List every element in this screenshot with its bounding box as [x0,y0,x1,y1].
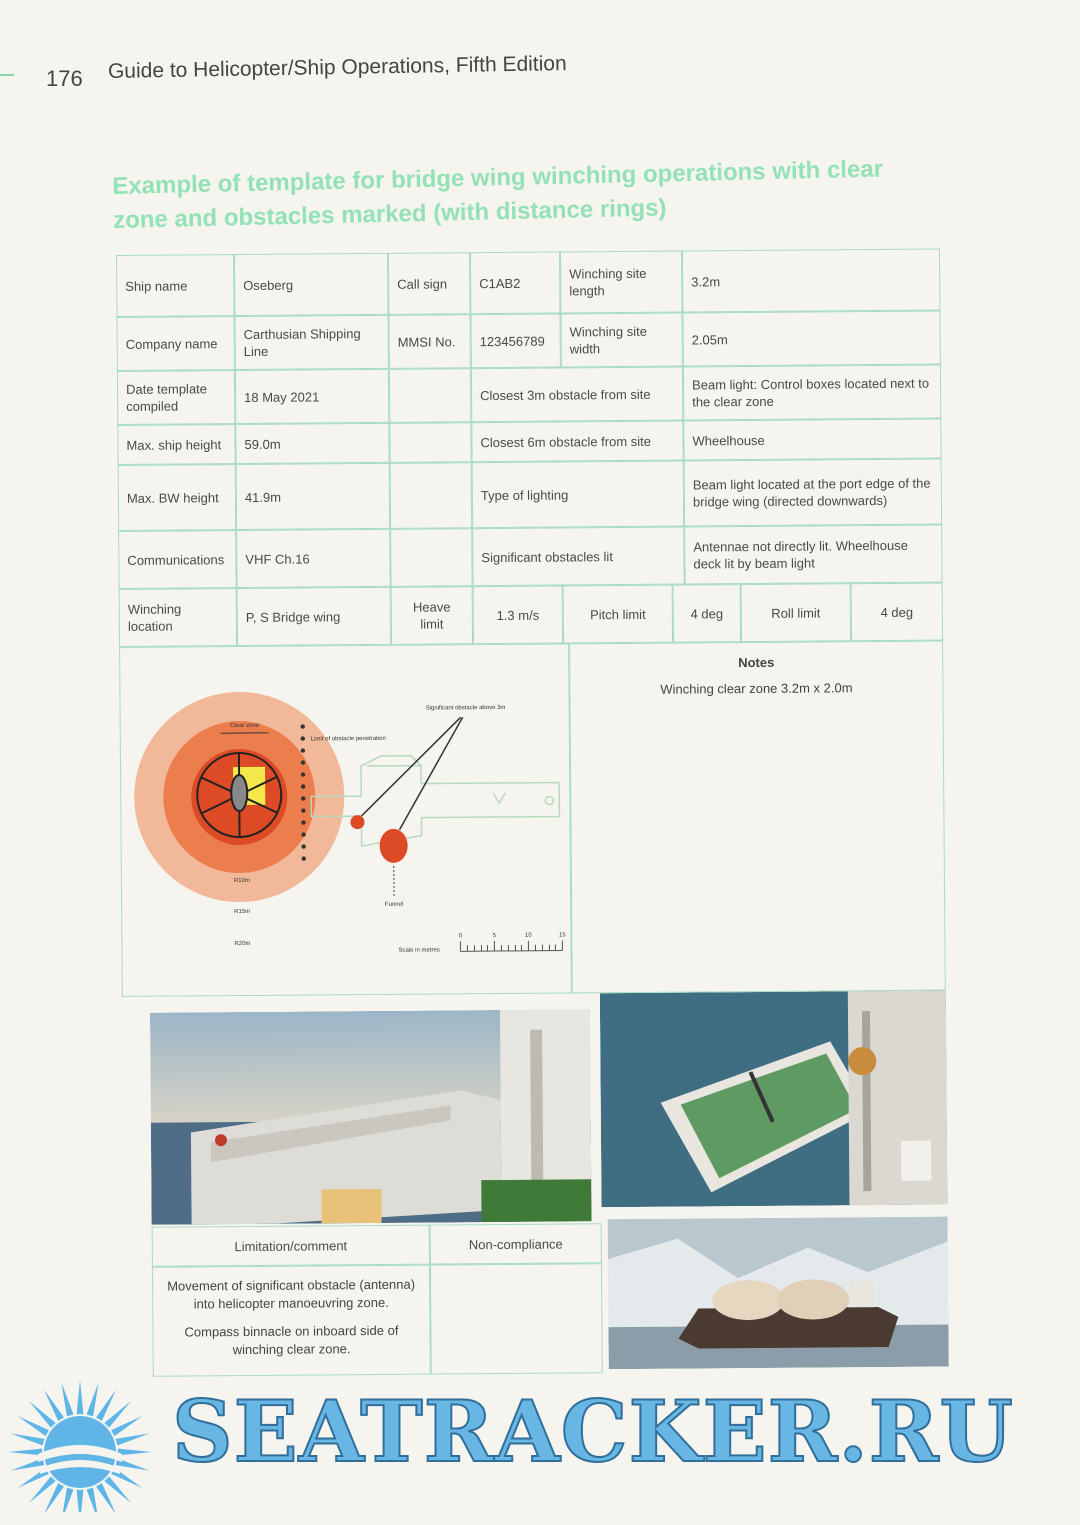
callout-line-2 [399,717,464,829]
closest-3m-value: Beam light: Control boxes located next to the clear zone [683,365,941,421]
scale-label: Scale in metres [398,947,440,954]
watermark-text: SEATRACKER.RU [172,1382,1014,1481]
running-title: Guide to Helicopter/Ship Operations, Fifth Edition [107,51,567,83]
communications-value: VHF Ch.16 [236,529,390,588]
sun-ray [116,1433,150,1445]
limitation-2: Compass binnacle on inboard side of winching clear zone. [184,1322,399,1358]
notes-text: Winching clear zone 3.2m x 2.0m [660,680,853,697]
photo-lng-ship [608,1216,949,1369]
mmsi-label: MMSI No. [388,314,470,369]
winching-site-length-value: 3.2m [682,249,940,313]
figure-title: Example of template for bridge wing winching operations with clear zone and obstacles marked (with distance rings) [112,155,884,234]
sun-ray [61,1488,73,1512]
ring-label-r15: R15m [234,908,251,916]
company-name-value: Carthusian Shipping Line [234,315,388,370]
heave-limit-label: Heave limit [391,586,473,645]
obstacle-diagram [119,643,572,997]
company-name-label: Company name [116,316,234,371]
notes-title: Notes [738,654,775,671]
limitation-header: Limitation/comment [152,1225,430,1267]
photo-winching-zone-image [600,991,948,1208]
noncompliance-header: Non-compliance [430,1223,602,1264]
empty-cell [390,462,473,529]
winching-site-width-label: Winching site width [560,313,682,368]
photo-lng-ship-image [608,1216,949,1369]
sun-ray [10,1433,44,1445]
winching-site-width-value: 2.05m [682,311,940,367]
notes-block [569,641,946,994]
obstacles-lit-label: Significant obstacles lit [472,527,684,587]
closest-6m-label: Closest 6m obstacle from site [471,421,683,463]
sun-ray [86,1382,98,1416]
significant-obstacle-label: Significant obstacle above 3m [425,704,506,712]
header-dash [0,74,14,76]
sun-logo-icon [0,1372,160,1512]
clear-zone-label: Clear zone [230,722,260,730]
ship-name-value: Oseberg [234,253,388,316]
funnel-label: Funnel [384,901,404,908]
ship-outline [311,755,560,847]
photo-bridge-wing-image [150,1009,592,1224]
winching-location-label: Winching location [119,588,237,647]
empty-cell [389,368,471,423]
max-bw-height-value: 41.9m [236,463,391,530]
photo-bridge-wing [150,1009,592,1224]
empty-cell [390,528,472,587]
template-form [116,249,949,1387]
funnel-marker [380,829,408,863]
obstacle-marker-1 [350,815,364,829]
limitation-comments [152,1265,431,1377]
noncompliance-cell [430,1263,603,1374]
roll-limit-value: 4 deg [851,583,943,642]
date-value: 18 May 2021 [235,369,389,424]
obstacles-lit-value: Antennae not directly lit. Wheelhouse deck lit by beam light [684,525,942,585]
sun-ray [77,1490,84,1512]
ring-label-r20: R20m [234,940,251,948]
sun-ray [8,1449,42,1456]
closest-6m-value: Wheelhouse [683,419,941,461]
mmsi-value: 123456789 [470,314,560,369]
scale-tick-0: 0 [458,933,463,940]
lighting-label: Type of lighting [472,461,685,529]
winching-location-value: P, S Bridge wing [237,587,391,646]
scale-tick-15: 15 [558,932,566,939]
roll-limit-label: Roll limit [741,583,851,642]
sun-ray [77,1380,84,1414]
communications-label: Communications [118,530,236,589]
heave-limit-value: 1.3 m/s [473,586,563,645]
empty-cell [389,422,471,463]
sun-ray [118,1449,152,1456]
closest-3m-label: Closest 3m obstacle from site [471,367,683,423]
pitch-limit-value: 4 deg [673,584,741,643]
limit-label: Limit of obstacle penetration [310,735,386,743]
scale-tick-5: 5 [492,933,497,940]
scale-tick-10: 10 [524,932,532,939]
limitation-1: Movement of significant obstacle (antenna) into helicopter manoeuvring zone. [167,1276,416,1312]
call-sign-value: C1AB2 [470,252,560,315]
diagram-svg [120,644,573,998]
winching-site-length-label: Winching site length [560,251,682,314]
ship-name-label: Ship name [116,254,234,317]
photo-winching-zone [600,991,948,1208]
date-label: Date template compiled [117,370,235,425]
max-bw-height-label: Max. BW height [118,464,237,531]
pitch-limit-label: Pitch limit [563,585,673,644]
lighting-value: Beam light located at the port edge of the bridge wing (directed downwards) [684,459,943,527]
scale-bar [460,941,562,952]
page-number: 176 [46,66,83,91]
sun-ray [86,1488,98,1512]
sun-ray [61,1382,73,1416]
call-sign-label: Call sign [388,252,470,315]
max-ship-height-label: Max. ship height [117,424,235,465]
ring-label-r10: R10m [233,877,250,885]
max-ship-height-value: 59.0m [235,423,389,464]
